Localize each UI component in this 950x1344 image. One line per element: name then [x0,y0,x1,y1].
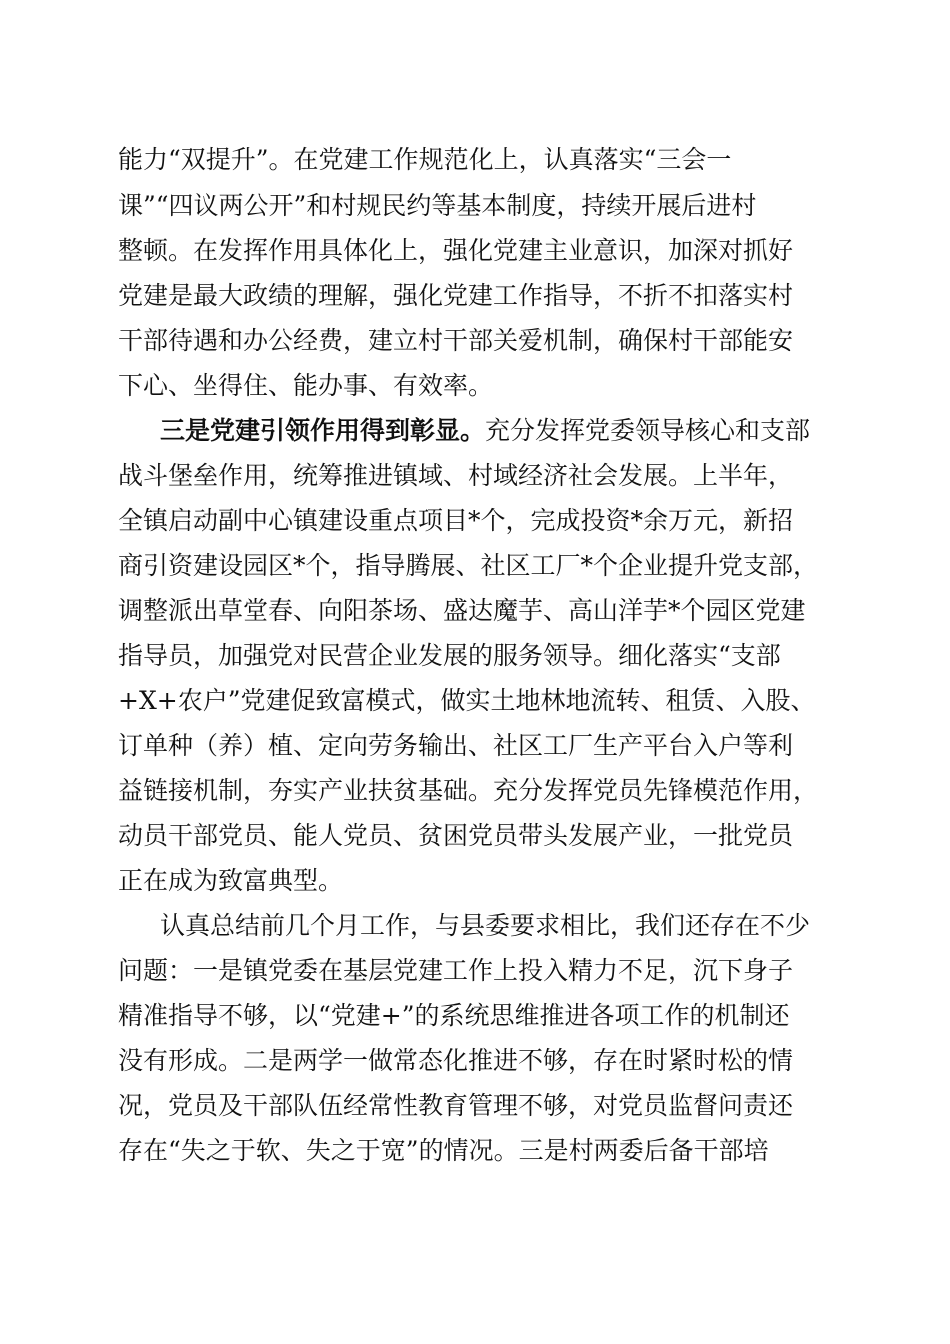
text-line: 没有形成。二是两学一做常态化推进不够，存在时紧时松的情 [118,1046,794,1075]
text-line: 能力“双提升”。在党建工作规范化上，认真落实“三会一 [118,145,732,174]
text-line: 问题：一是镇党委在基层党建工作上投入精力不足，沉下身子 [118,956,794,985]
paragraph-heading-line [160,416,810,446]
text-line: +X+农户”党建促致富模式，做实土地林地流转、租赁、入股、 [118,686,816,715]
text-line: 党建是最大政绩的理解，强化党建工作指导，不折不扣落实村 [118,281,794,310]
text-line: 况，党员及干部队伍经常性教育管理不够，对党员监督问责还 [118,1091,794,1120]
text-line: 商引资建设园区*个，指导腾展、社区工厂*个企业提升党支部， [118,551,819,580]
heading-continuation: 充分发挥党委领导核心和支部 [485,416,811,445]
text-line: 指导员，加强党对民营企业发展的服务领导。细化落实“支部 [118,641,781,670]
text-line: 益链接机制，夯实产业扶贫基础。充分发挥党员先锋模范作用， [118,776,819,805]
text-line: 存在“失之于软、失之于宽”的情况。三是村两委后备干部培 [118,1136,769,1165]
text-line: 全镇启动副中心镇建设重点项目*个，完成投资*余万元，新招 [118,506,794,535]
text-line: 干部待遇和办公经费，建立村干部关爱机制，确保村干部能安 [118,326,794,355]
text-line: 动员干部党员、能人党员、贫困党员带头发展产业，一批党员 [118,821,794,850]
section-heading: 三是党建引领作用得到彰显。 [160,416,486,445]
text-line: 整顿。在发挥作用具体化上，强化党建主业意识，加深对抓好 [118,236,794,265]
text-line: 调整派出草堂春、向阳茶场、盛达魔芋、高山洋芋*个园区党建 [118,596,806,625]
text-line: 精准指导不够，以“党建+”的系统思维推进各项工作的机制还 [118,1001,790,1030]
text-line: 课”“四议两公开”和村规民约等基本制度，持续开展后进村 [118,191,757,220]
text-line: 下心、坐得住、能办事、有效率。 [118,371,494,400]
text-line: 认真总结前几个月工作，与县委要求相比，我们还存在不少 [160,911,811,940]
text-line: 订单种（养）植、定向劳务输出、社区工厂生产平台入户等利 [118,731,794,760]
text-line: 战斗堡垒作用，统筹推进镇域、村域经济社会发展。上半年， [118,461,794,490]
text-line: 正在成为致富典型。 [118,866,344,895]
